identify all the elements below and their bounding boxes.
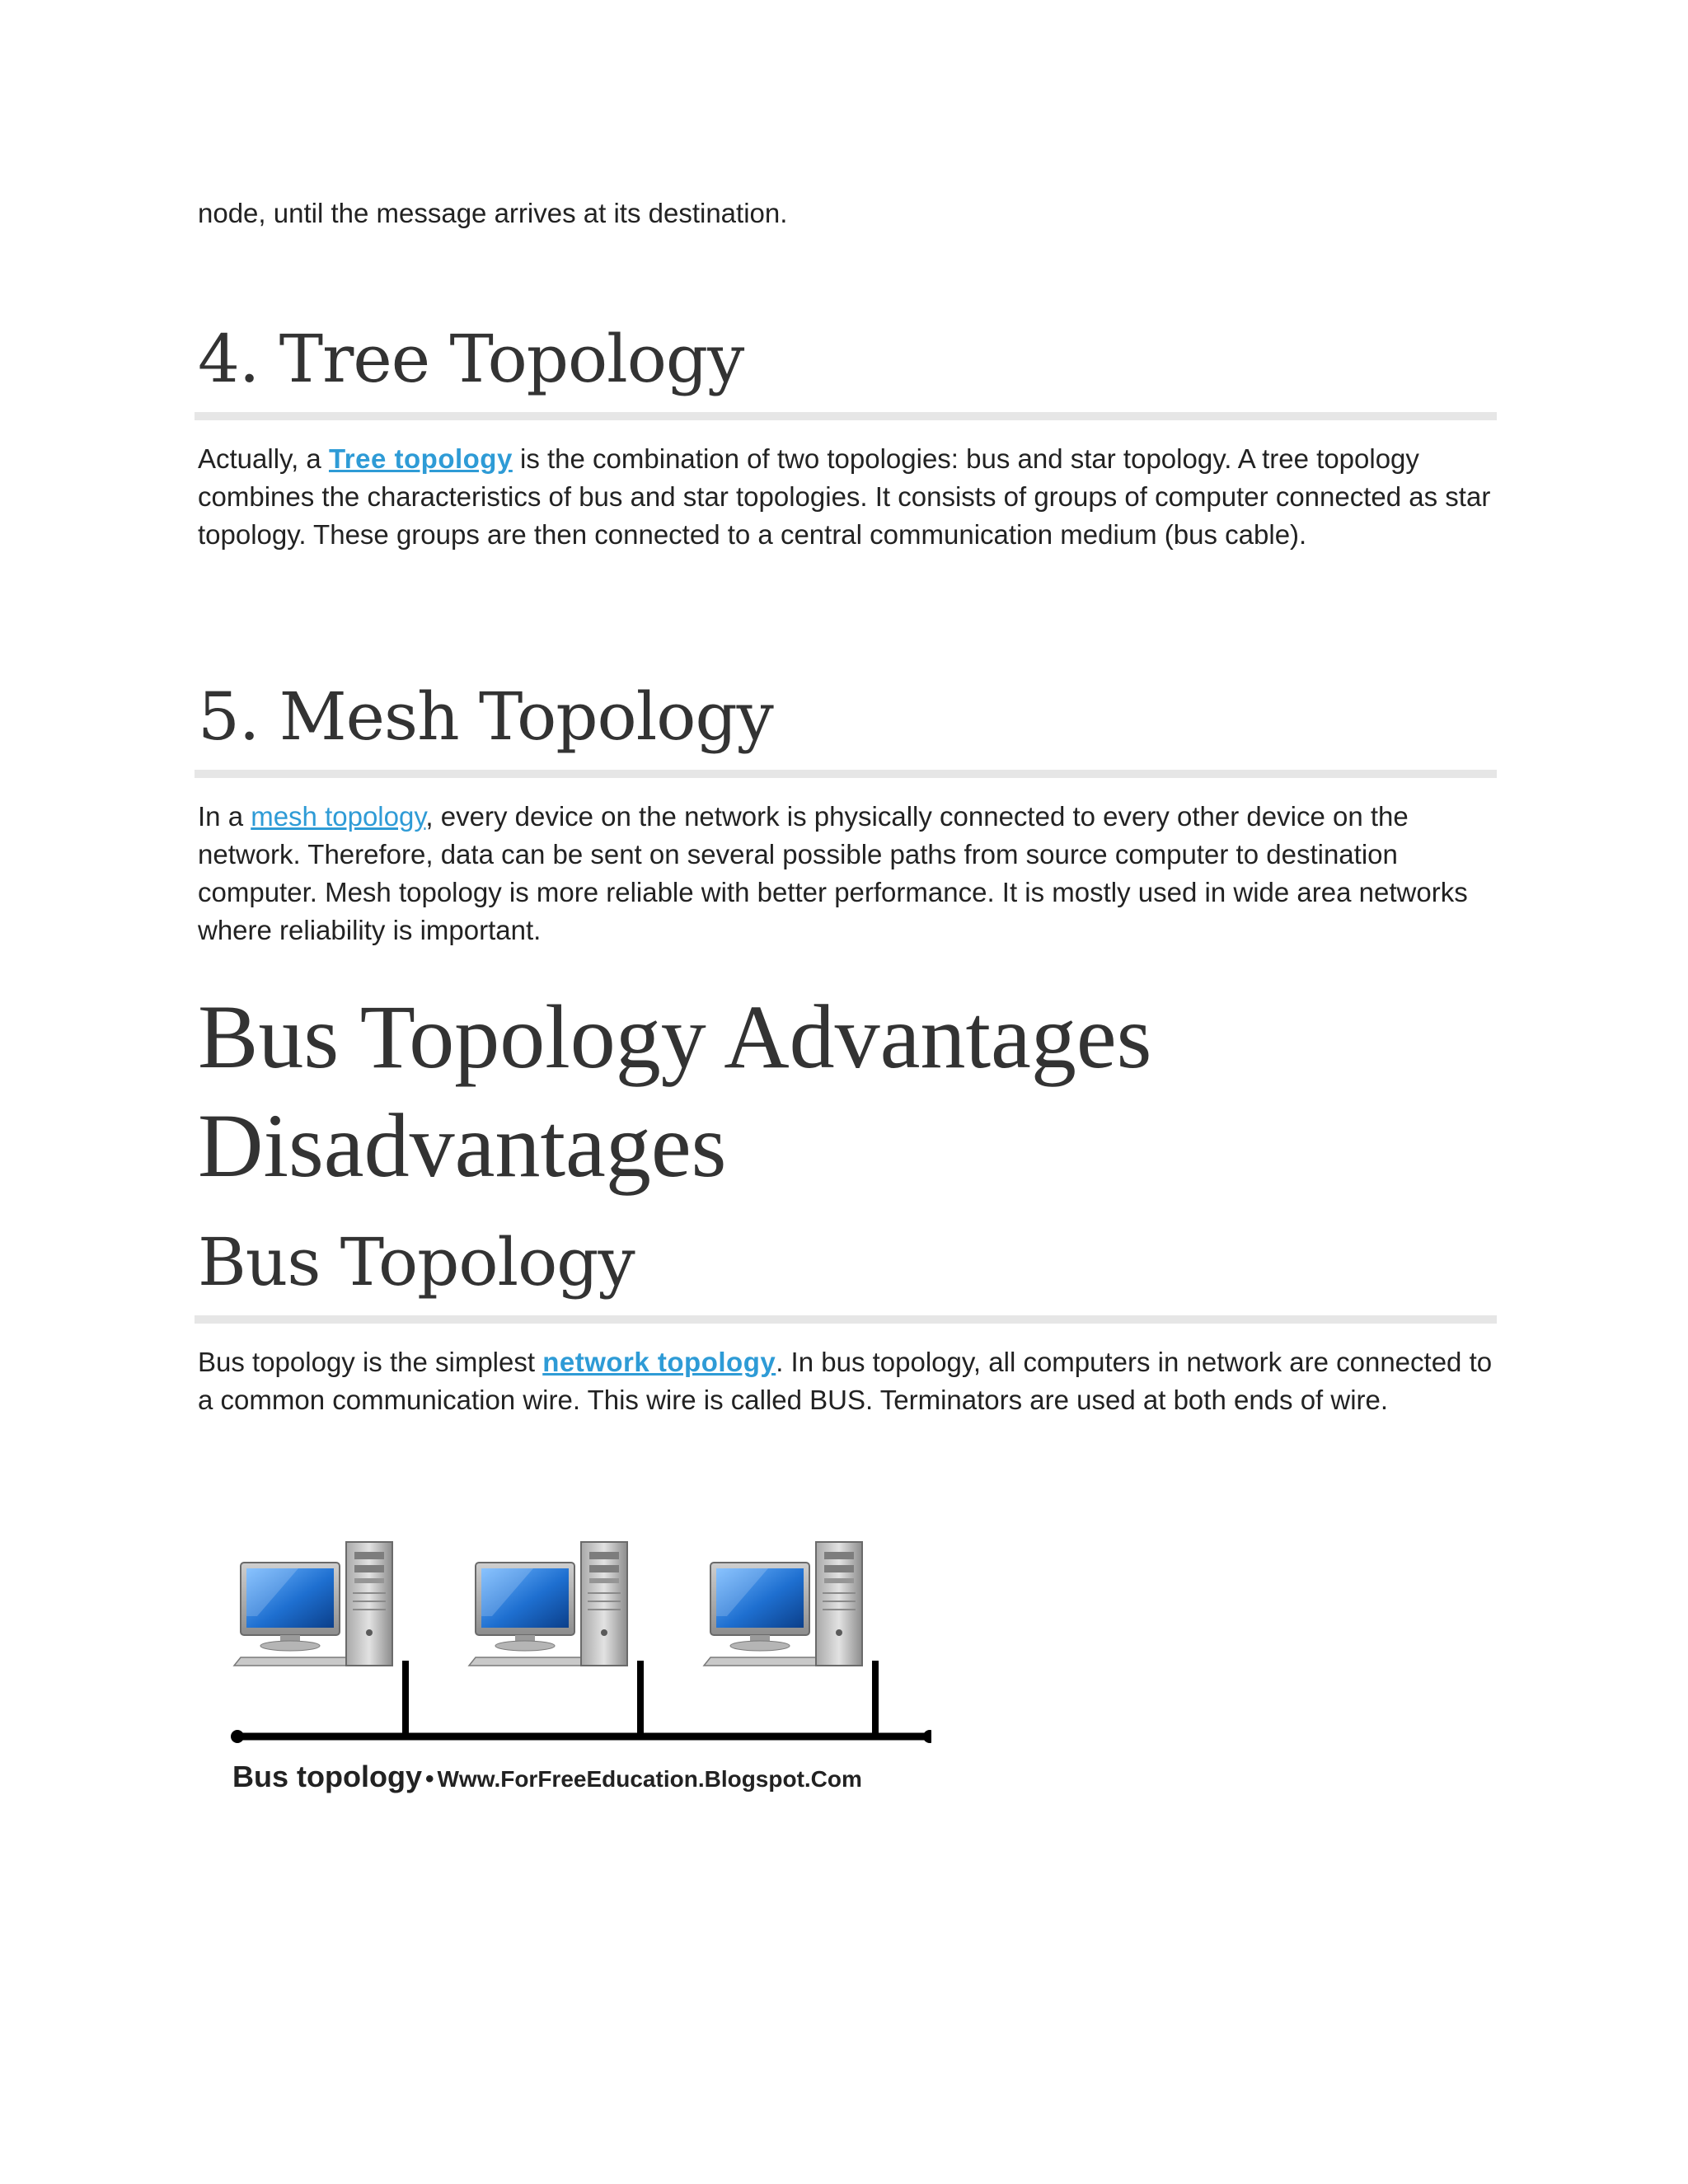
bus-diagram-svg (231, 1537, 931, 1760)
document-page (198, 0, 1500, 2184)
heading-rule (195, 412, 1497, 420)
computer-icon (234, 1542, 392, 1666)
caption-dot: • (424, 1765, 434, 1793)
text: , every device on the network is physically connected to every other device on the network. Therefore, data can be sent on several possible paths from source computer to destination computer. Mesh topology is more reliable with better performance. It is mostly used in wide area networks where reliability is important. (198, 801, 1468, 945)
figure-caption (232, 1760, 862, 1794)
caption-site: Www.ForFreeEducation.Blogspot.Com (437, 1766, 862, 1792)
bus-topology-diagram (231, 1537, 931, 1809)
mesh-topology-paragraph (198, 798, 1500, 949)
bus-topology-paragraph (198, 1343, 1500, 1419)
bus-advantages-title-line2: Disadvantages (198, 1095, 727, 1196)
mesh-topology-heading: 5. Mesh Topology (198, 678, 773, 755)
bus-topology-heading: Bus Topology (198, 1224, 635, 1301)
text: . In bus topology, all computers in network are connected to a common communication wire. This wire is called BUS. Terminators are used at both ends of wire. (198, 1347, 1493, 1415)
terminator-right (923, 1730, 931, 1743)
computer-icon (704, 1542, 862, 1666)
heading-rule (195, 1315, 1497, 1324)
text: is the combination of two topologies: bus and star topology. A tree topology combines the characteristics of bus and star topologies. It consists of groups of computer connected as star topology. These groups are then connected to a central communication medium (bus cable). (198, 443, 1491, 550)
bus-advantages-title-line1: Bus Topology Advantages (198, 987, 1152, 1087)
text: Actually, a (198, 443, 329, 474)
tree-topology-heading: 4. Tree Topology (198, 321, 744, 397)
heading-rule (195, 770, 1497, 778)
intro-line: node, until the message arrives at its destination. (198, 198, 788, 228)
terminator-left (231, 1730, 244, 1743)
text: Bus topology is the simplest (198, 1347, 543, 1377)
caption-main: Bus topology (232, 1760, 422, 1793)
text: In a (198, 801, 251, 832)
tree-topology-paragraph (198, 440, 1500, 554)
mesh-topology-link[interactable]: mesh topology (251, 801, 426, 832)
network-topology-link[interactable]: network topology (542, 1347, 776, 1377)
tree-topology-link[interactable]: Tree topology (328, 443, 513, 474)
computer-icon (469, 1542, 627, 1666)
